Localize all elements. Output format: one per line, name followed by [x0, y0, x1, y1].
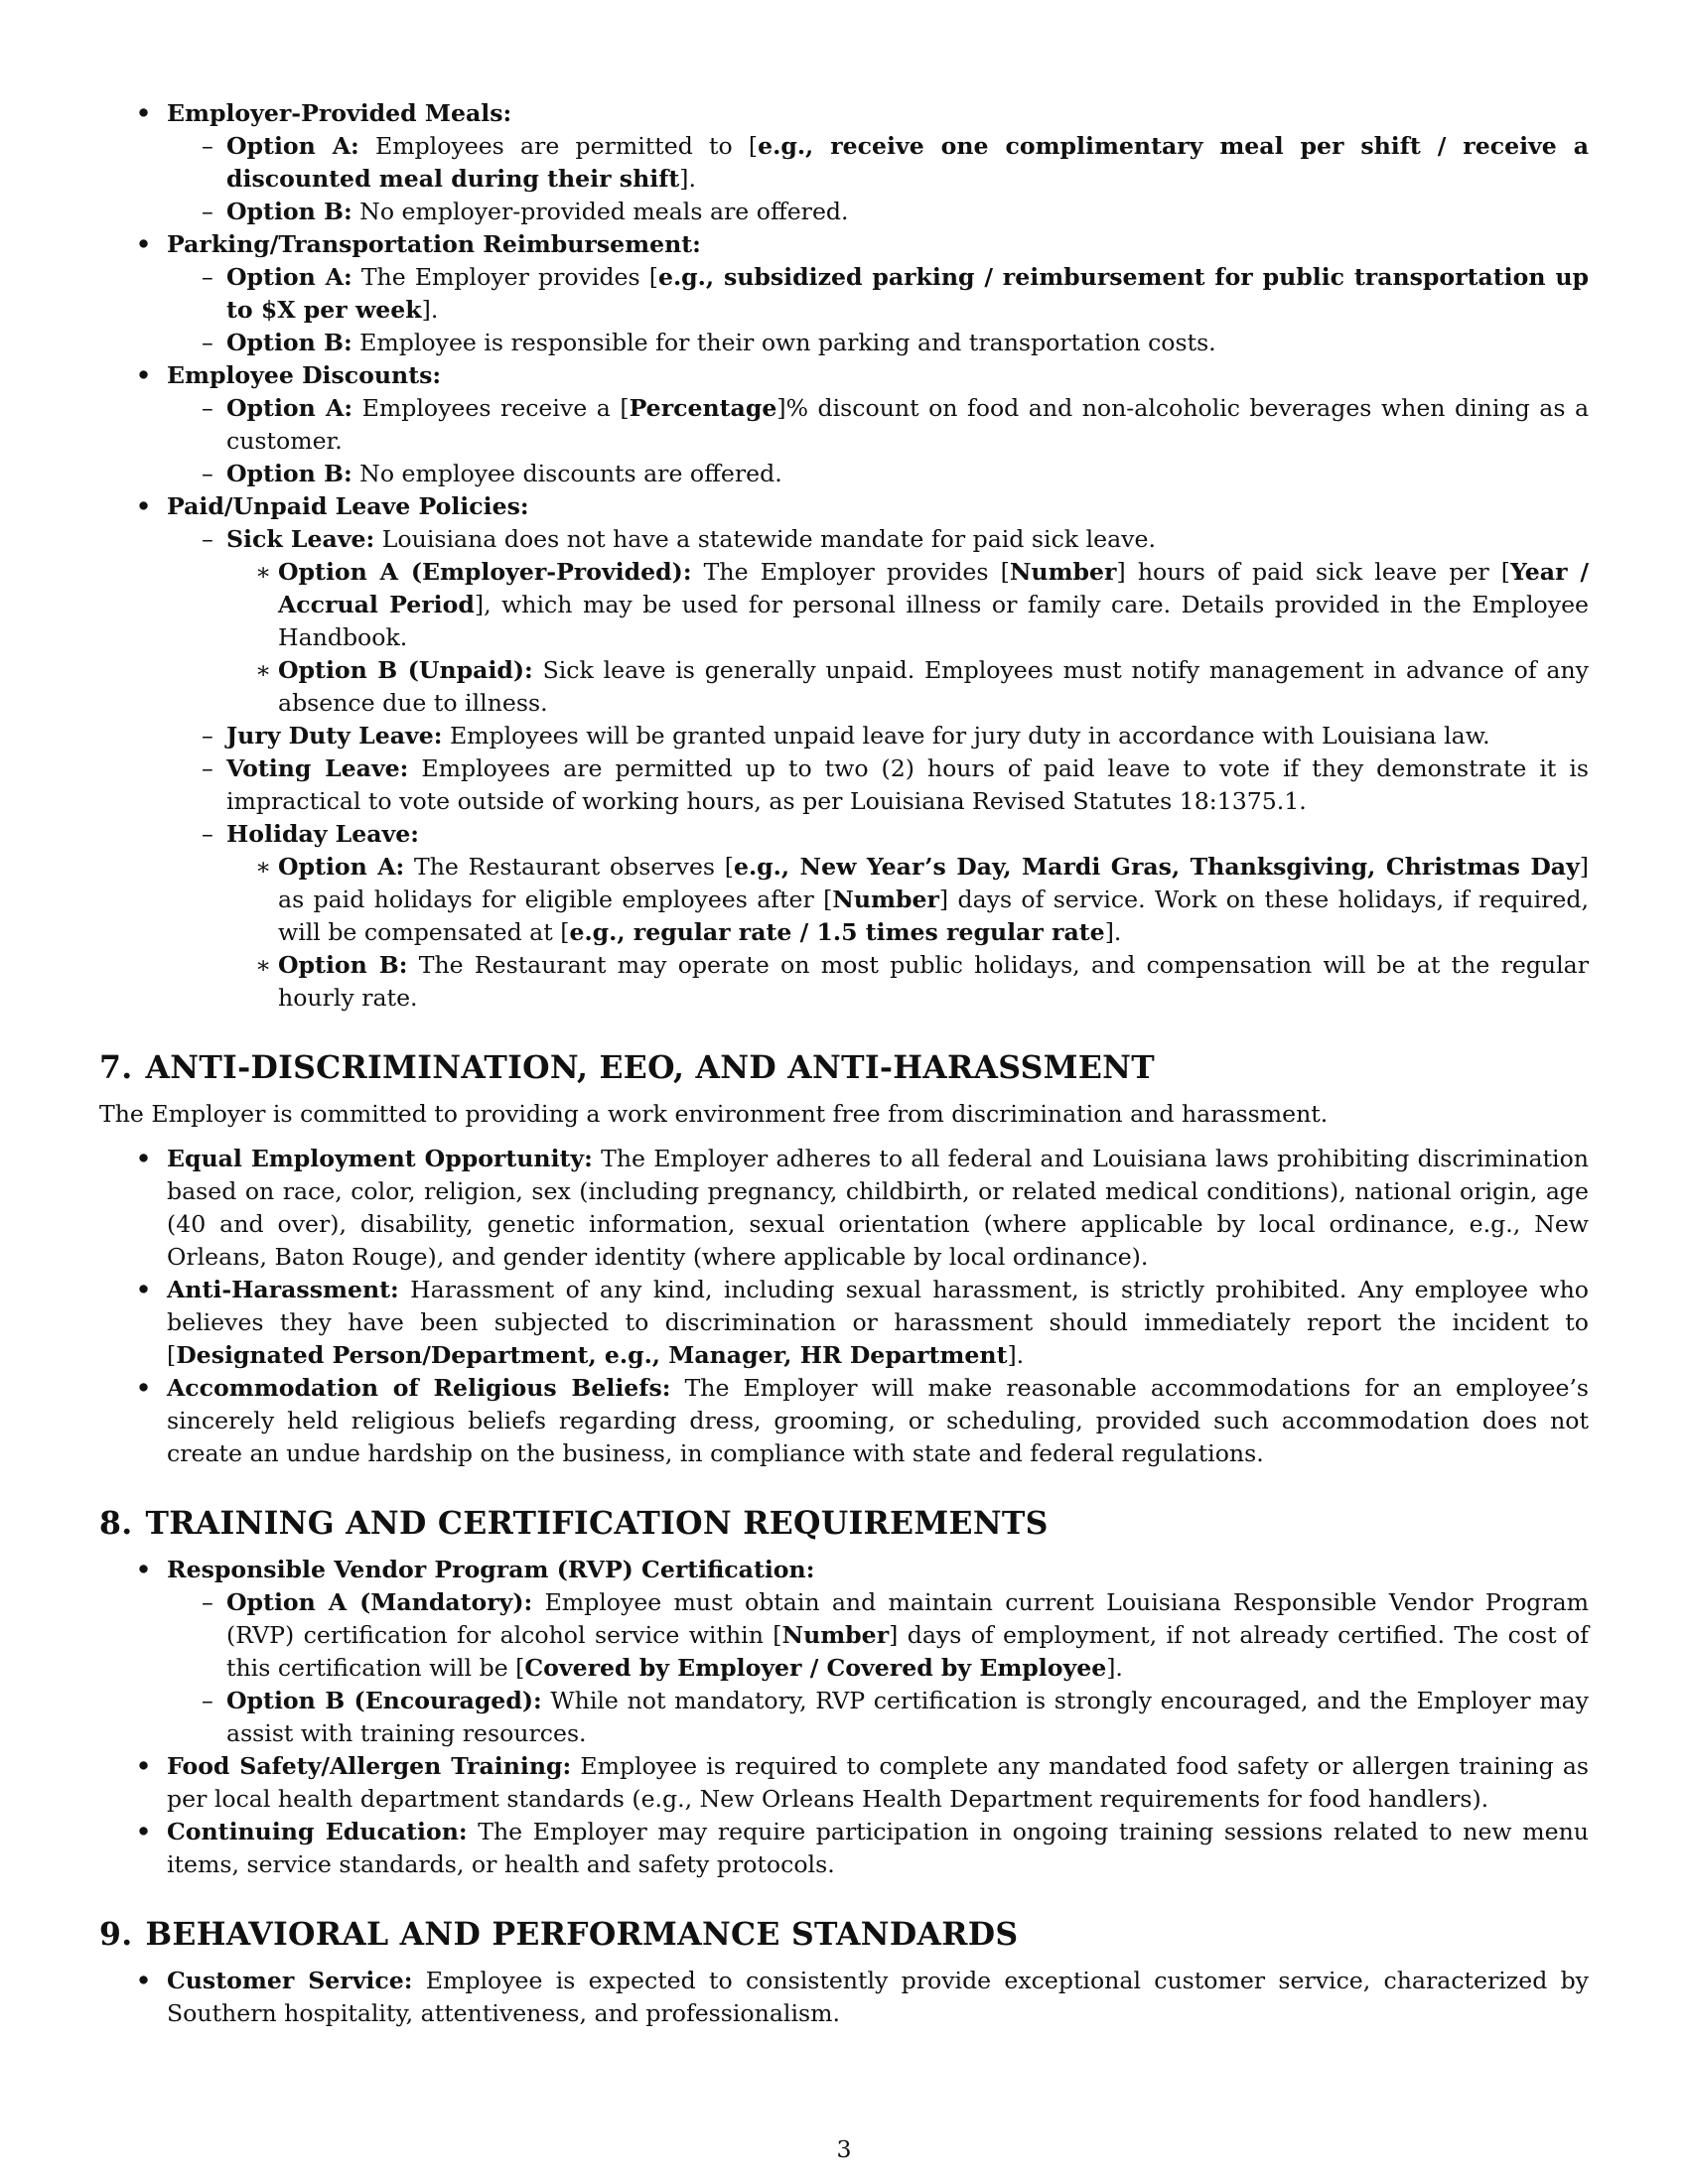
list-item-option-a: – Option A: Employees receive a [Percentage]% discount on food and non-alcoholic beverages when dining as a customer.: [167, 392, 1589, 458]
document-page: [99, 97, 1589, 2030]
page-number: 3: [836, 2135, 852, 2163]
list-item-option-a: – Option A: Employees are permitted to [e.g., receive one complimentary meal per shift / receive a discounted meal during their shift].: [167, 130, 1589, 196]
list-item-continuing-education: • Continuing Education: The Employer may require participation in ongoing training sessions related to new menu items, service standards, or health and safety protocols.: [99, 1816, 1589, 1881]
list-item-voting-leave: – Voting Leave: Employees are permitted up to two (2) hours of paid leave to vote if they demonstrate it is impractical to vote outside of working hours, as per Louisiana Revised Statutes 18:1375.1.: [167, 752, 1589, 818]
list-item-jury-duty: – Jury Duty Leave: Employees will be granted unpaid leave for jury duty in accordance with Louisiana law.: [167, 720, 1589, 752]
list-item-option-a: – Option A: The Employer provides [e.g., subsidized parking / reimbursement for public transportation up to $X per week].: [167, 261, 1589, 327]
section-8-list: [99, 1554, 1589, 1881]
item-label: Parking/Transportation Reimbursement:: [167, 230, 701, 258]
list-item-holiday-leave: – Holiday Leave: ∗ Option A: The Restaurant observes [e.g., New Year’s Day, Mardi Gras, Thanksgiving, Christmas Day] as paid holidays for eligible employees after [Number] days of service. Work on these holidays, if required, will be compensated at [e.g., regular rate / 1.5 times regular rate]. ∗ Option B: The Restaurant may operate on most public holidays, and compensation will be at the regular hourly rate.: [167, 818, 1589, 1015]
sick-options-list: [226, 556, 1589, 720]
list-item-leave: [99, 490, 1589, 1015]
section-heading-7: 7. ANTI-DISCRIMINATION, EEO, AND ANTI-HARASSMENT: [99, 1049, 1155, 1086]
holiday-options-list: [226, 851, 1589, 1015]
list-item-discounts: [99, 359, 1589, 490]
list-item-parking: [99, 228, 1589, 359]
list-item-option-b: – Option B (Encouraged): While not mandatory, RVP certification is strongly encouraged, and the Employer may assist with training resources.: [167, 1685, 1589, 1750]
list-item-option-a: ∗ Option A (Employer-Provided): The Employer provides [Number] hours of paid sick leave per [Year / Accrual Period], which may be used for personal illness or family care. Details provided in the Employee Handbook.: [226, 556, 1589, 654]
list-item-option-b: – Option B: Employee is responsible for their own parking and transportation costs.: [167, 327, 1589, 359]
benefits-list: [99, 97, 1589, 1015]
list-item-meals: [99, 97, 1589, 228]
leave-types-list: [167, 523, 1589, 1015]
list-item-anti-harassment: • Anti-Harassment: Harassment of any kind, including sexual harassment, is strictly prohibited. Any employee who believes they have been subjected to discrimination or harassment should immediately report the incident to [Designated Person/Department, e.g., Manager, HR Department].: [99, 1274, 1589, 1372]
rvp-options-list: [167, 1586, 1589, 1750]
section-9-list: [99, 1965, 1589, 2030]
item-label: Employer-Provided Meals:: [167, 99, 512, 127]
list-item-food-safety: • Food Safety/Allergen Training: Employee is required to complete any mandated food safety or allergen training as per local health department standards (e.g., New Orleans Health Department requirements for food handlers).: [99, 1750, 1589, 1816]
list-item-sick-leave: – Sick Leave: Louisiana does not have a statewide mandate for paid sick leave. ∗ Option A (Employer-Provided): The Employer provides [Number] hours of paid sick leave per [Year / Accrual Period], which may be used for personal illness or family care. Details provided in the Employee Handbook. ∗ Option B (Unpaid): Sick leave is generally unpaid. Employees must notify management in advance of any absence due to illness.: [167, 523, 1589, 720]
list-item-eeo: • Equal Employment Opportunity: The Employer adheres to all federal and Louisiana laws prohibiting discrimination based on race, color, religion, sex (including pregnancy, childbirth, or related medical conditions), national origin, age (40 and over), disability, genetic information, sexual orientation (where applicable by local ordinance, e.g., New Orleans, Baton Rouge), and gender identity (where applicable by local ordinance).: [99, 1143, 1589, 1274]
options-list: [167, 392, 1589, 490]
list-item-option-b: ∗ Option B (Unpaid): Sick leave is generally unpaid. Employees must notify management in advance of any absence due to illness.: [226, 654, 1589, 720]
options-list: [167, 261, 1589, 359]
section-7-list: [99, 1143, 1589, 1470]
list-item-option-b: – Option B: No employee discounts are offered.: [167, 458, 1589, 490]
list-item-option-b: ∗ Option B: The Restaurant may operate on most public holidays, and compensation will be at the regular hourly rate.: [226, 949, 1589, 1015]
list-item-option-a: – Option A (Mandatory): Employee must obtain and maintain current Louisiana Responsible Vendor Program (RVP) certification for alcohol service within [Number] days of employment, if not already certified. The cost of this certification will be [Covered by Employer / Covered by Employee].: [167, 1586, 1589, 1685]
list-item-rvp: • Responsible Vendor Program (RVP) Certification: – Option A (Mandatory): Employee must obtain and maintain current Louisiana Responsible Vendor Program (RVP) certification for alcohol service within [Number] days of employment, if not already certified. The cost of this certification will be [Covered by Employer / Covered by Employee]. – Option B (Encouraged): While not mandatory, RVP certification is strongly encouraged, and the Employer may assist with training resources.: [99, 1554, 1589, 1750]
list-item-customer-service: • Customer Service: Employee is expected to consistently provide exceptional customer service, characterized by Southern hospitality, attentiveness, and professionalism.: [99, 1965, 1589, 2030]
item-label: Employee Discounts:: [167, 361, 442, 389]
section-heading-8: 8. TRAINING AND CERTIFICATION REQUIREMENTS: [99, 1505, 1049, 1542]
list-item-option-a: ∗ Option A: The Restaurant observes [e.g., New Year’s Day, Mardi Gras, Thanksgiving, Christmas Day] as paid holidays for eligible employees after [Number] days of service. Work on these holidays, if required, will be compensated at [e.g., regular rate / 1.5 times regular rate].: [226, 851, 1589, 949]
options-list: [167, 130, 1589, 228]
section-heading-9: 9. BEHAVIORAL AND PERFORMANCE STANDARDS: [99, 1916, 1019, 1953]
item-label: Paid/Unpaid Leave Policies:: [167, 492, 529, 520]
list-item-option-b: – Option B: No employer-provided meals are offered.: [167, 196, 1589, 228]
section-intro: The Employer is committed to providing a work environment free from discrimination and harassment.: [99, 1100, 1329, 1128]
list-item-religious-accommodation: • Accommodation of Religious Beliefs: The Employer will make reasonable accommodations for an employee’s sincerely held religious beliefs regarding dress, grooming, or scheduling, provided such accommodation does not create an undue hardship on the business, in compliance with state and federal regulations.: [99, 1372, 1589, 1470]
